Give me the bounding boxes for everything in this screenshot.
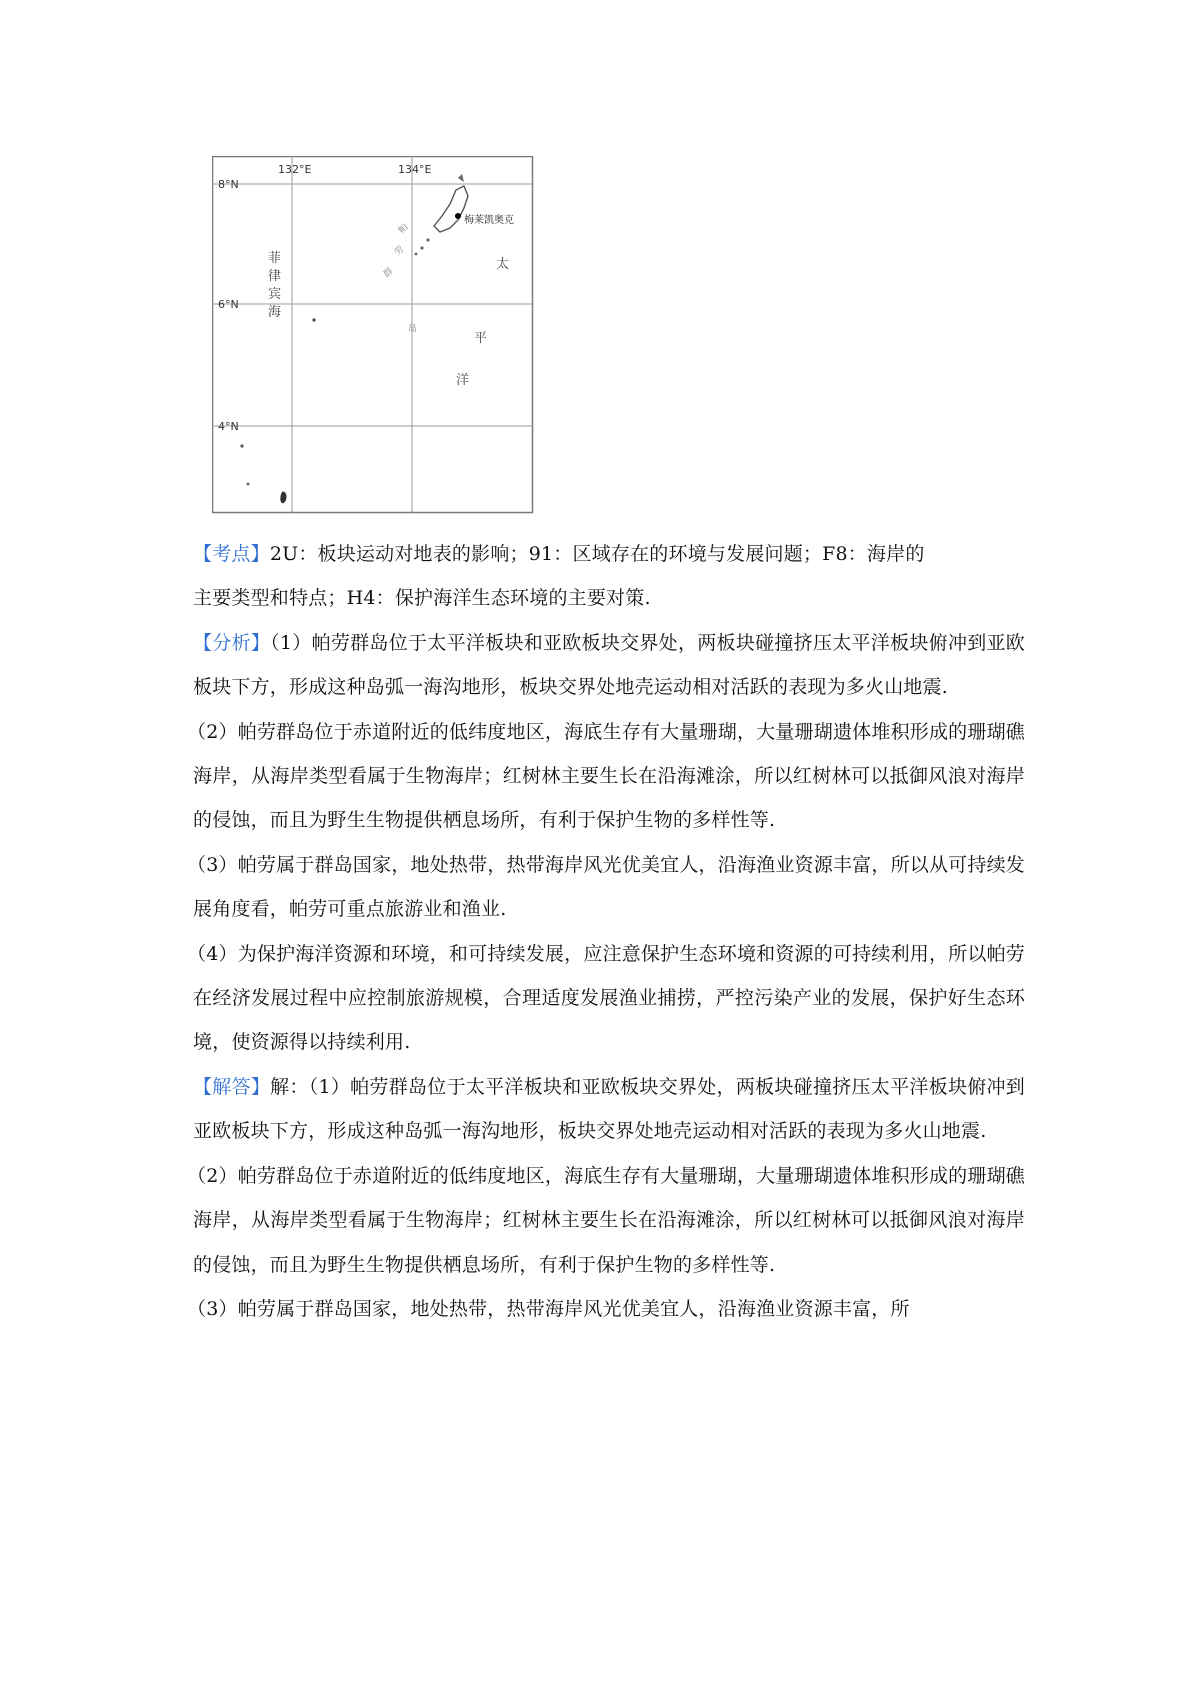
island-label-char-2: 劳: [393, 244, 407, 258]
islet: [240, 444, 243, 447]
sea-label-char-3: 宾: [268, 287, 282, 302]
fenxi-text-1: （1）帕劳群岛位于太平洋板块和亚欧板块交界处，两板块碰撞挤压太平洋板块俯冲到亚欧板块下方，形成这种岛弧一海沟地形，板块交界处地壳运动相对活跃的表现为多火山地震.: [193, 631, 1025, 699]
ocean-label-char-2: 平: [474, 331, 488, 346]
jieda-text-3: （3）帕劳属于群岛国家，地处热带，热带海岸风光优美宜人，沿海渔业资源丰富，所: [187, 1297, 910, 1320]
sea-label-char-1: 菲: [268, 251, 282, 266]
lon-label-132: 132°E: [278, 163, 312, 176]
ocean-label-char-1: 太: [496, 257, 510, 272]
kaodian-paragraph: [193, 532, 1025, 621]
palau-map: [212, 156, 536, 516]
islet: [312, 318, 315, 321]
map-svg: [212, 156, 536, 516]
kaodian-line-2: 主要类型和特点；H4：保护海洋生态环境的主要对策.: [193, 587, 651, 610]
jieda-paragraph-3: [187, 1287, 1025, 1331]
capital-label: 梅莱凯奥克: [464, 215, 514, 226]
fenxi-text-4: （4）为保护海洋资源和环境，和可持续发展，应注意保护生态环境和资源的可持续利用，所以帕劳在经济发展过程中应控制旅游规模，合理适度发展渔业捕捞，严控污染产业的发展，保护好生态环境，使资源得以持续利用.: [187, 942, 1025, 1054]
fenxi-tag: 【分析】: [193, 631, 271, 654]
islet: [420, 246, 423, 249]
lon-label-134: 134°E: [398, 163, 432, 176]
answer-content: [187, 532, 1025, 1331]
fenxi-text-3: （3）帕劳属于群岛国家，地处热带，热带海岸风光优美宜人，沿海渔业资源丰富，所以从可持续发展角度看，帕劳可重点旅游业和渔业.: [187, 853, 1025, 921]
lat-label-8n: 8°N: [218, 178, 239, 191]
fenxi-paragraph-2: [187, 710, 1025, 843]
fenxi-paragraph-3: [187, 843, 1025, 932]
lat-label-4n: 4°N: [218, 420, 239, 433]
fenxi-text-2: （2）帕劳群岛位于赤道附近的低纬度地区，海底生存有大量珊瑚，大量珊瑚遗体堆积形成的珊瑚礁海岸，从海岸类型看属于生物海岸；红树林主要生长在沿海滩涂，所以红树林可以抵御风浪对海岸的侵蚀，而且为野生生物提供栖息场所，有利于保护生物的多样性等.: [187, 720, 1025, 832]
kaodian-line-1: 2U：板块运动对地表的影响；91：区域存在的环境与发展问题；F8：海岸的: [269, 543, 925, 565]
capital-dot: [455, 213, 461, 219]
kaodian-tag: 【考点】: [193, 543, 270, 565]
sea-label-char-4: 海: [268, 305, 282, 320]
island-label-char-1: 帕: [397, 222, 411, 236]
island-label-char-3: 群: [382, 266, 396, 280]
jieda-text-2: （2）帕劳群岛位于赤道附近的低纬度地区，海底生存有大量珊瑚，大量珊瑚遗体堆积形成的珊瑚礁海岸，从海岸类型看属于生物海岸；红树林主要生长在沿海滩涂，所以红树林可以抵御风浪对海岸的侵蚀，而且为野生生物提供栖息场所，有利于保护生物的多样性等.: [187, 1164, 1025, 1276]
island-label-char-4: 岛: [408, 324, 418, 334]
fenxi-paragraph-4: [187, 932, 1025, 1065]
sea-label-char-2: 律: [268, 269, 282, 284]
lat-label-6n: 6°N: [218, 298, 239, 311]
islet: [426, 238, 429, 241]
islet: [415, 253, 418, 256]
jieda-paragraph-1: [193, 1065, 1025, 1154]
ocean-label-char-3: 洋: [456, 373, 470, 388]
jieda-paragraph-2: [187, 1154, 1025, 1287]
islet: [247, 483, 250, 486]
fenxi-paragraph-1: [193, 621, 1025, 710]
jieda-text-1: 解：（1）帕劳群岛位于太平洋板块和亚欧板块交界处，两板块碰撞挤压太平洋板块俯冲到亚欧板块下方，形成这种岛弧一海沟地形，板块交界处地壳运动相对活跃的表现为多火山地震.: [193, 1075, 1025, 1143]
jieda-tag: 【解答】: [193, 1075, 271, 1098]
